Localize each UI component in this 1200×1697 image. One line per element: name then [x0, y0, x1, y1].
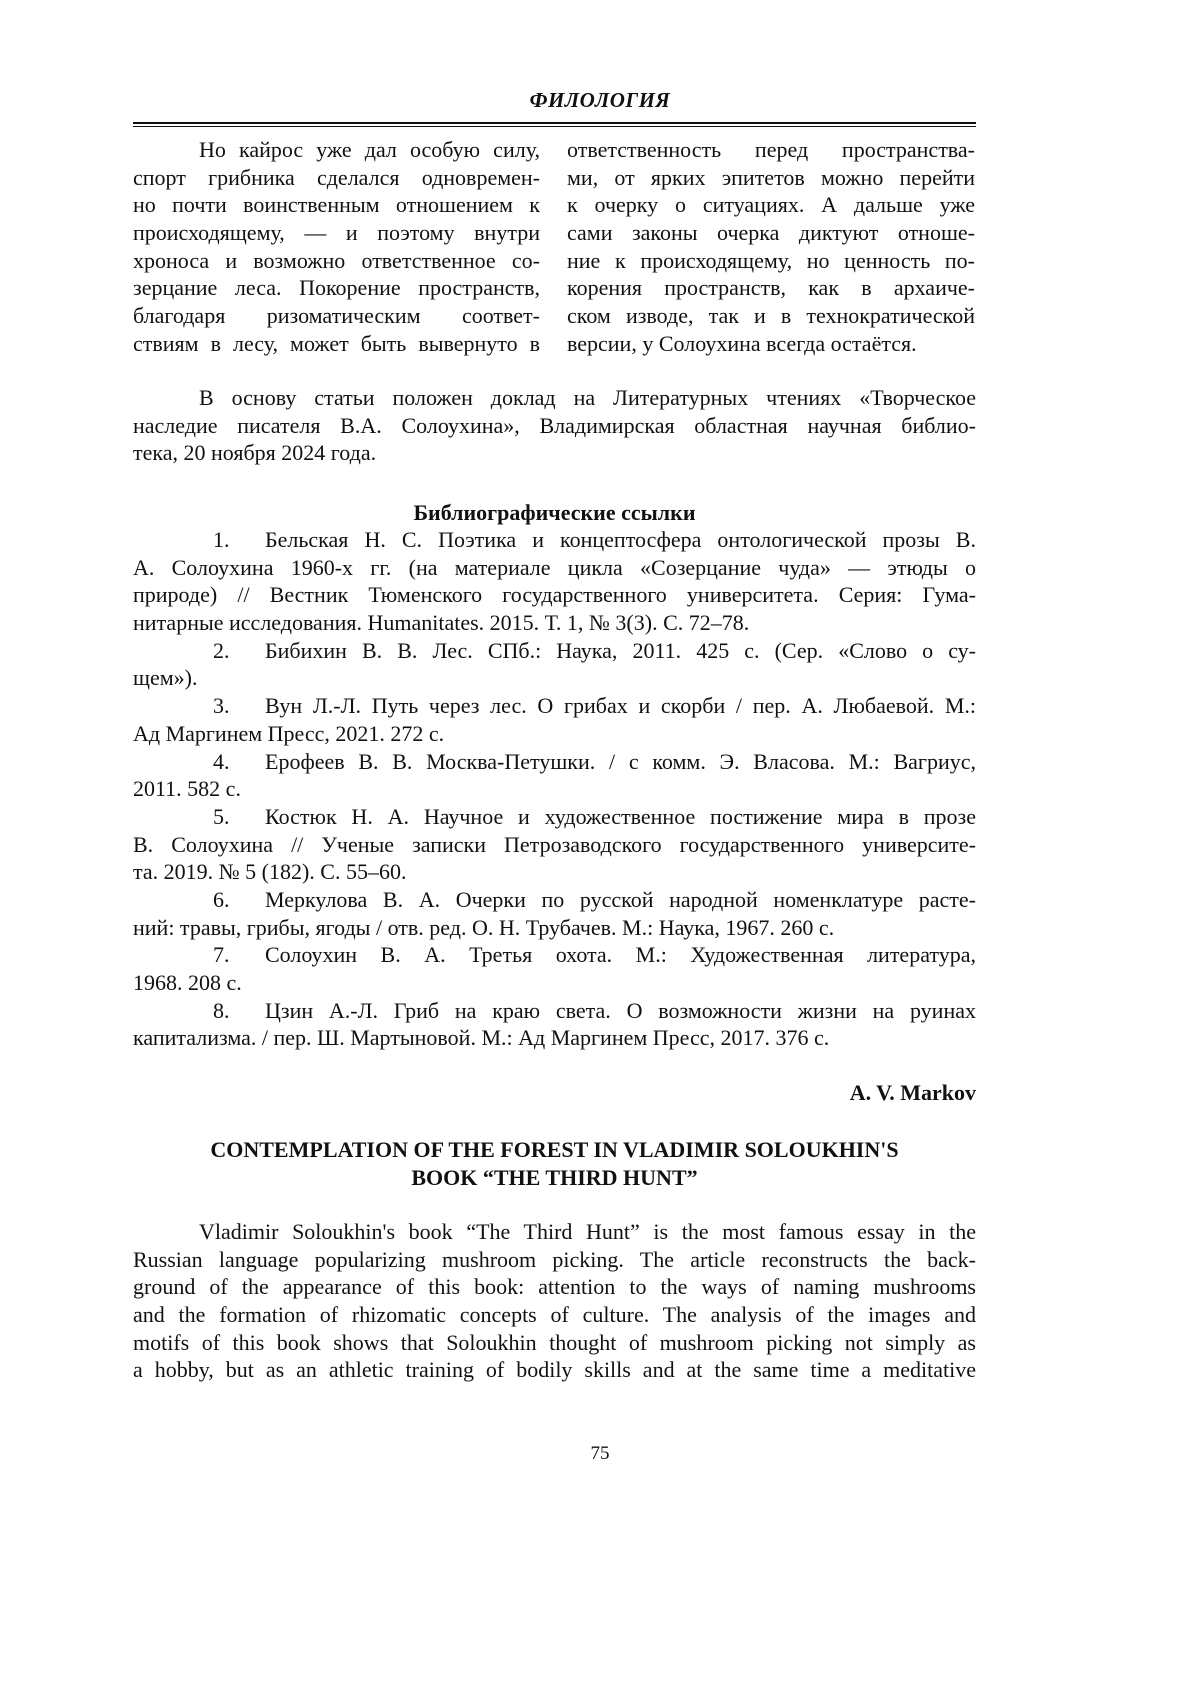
reference-number: 3. [133, 692, 265, 720]
reference-number: 6. [133, 886, 265, 914]
text-line: Но кайрос уже дал особую силу, [133, 136, 540, 164]
reference-number: 8. [133, 997, 265, 1025]
reference-number: 1. [133, 526, 265, 554]
text-line: тека, 20 ноября 2024 года. [133, 439, 976, 467]
reference-line [133, 526, 976, 554]
reference-line [133, 803, 976, 831]
text-line: зерцание леса. Покорение пространств, [133, 274, 540, 302]
article-title [133, 1136, 976, 1191]
header-rule-thick [133, 122, 976, 124]
text-line: a hobby, but as an athletic training of bodily skills and at the same time a meditative [133, 1356, 976, 1384]
text-line: Russian language popularizing mushroom picking. The article reconstructs the back- [133, 1246, 976, 1274]
section-header: ФИЛОЛОГИЯ [0, 88, 1200, 113]
reference-number: 5. [133, 803, 265, 831]
text-line: В основу статьи положен доклад на Литературных чтениях «Творческое [133, 384, 976, 412]
bibliography-item [133, 803, 976, 886]
text-line: Vladimir Soloukhin's book “The Third Hunt” is the most famous essay in the [133, 1218, 976, 1246]
reference-text: 1968. 208 с. [133, 969, 976, 997]
reference-text: В. Солоухина // Ученые записки Петрозаводского государственного университе- [133, 831, 976, 859]
reference-text: А. Солоухина 1960-х гг. (на материале цикла «Созерцание чуда» — этюды о [133, 554, 976, 582]
acknowledgement-note [133, 384, 976, 467]
reference-text: 2011. 582 с. [133, 775, 976, 803]
header-rule-thin [133, 126, 976, 127]
text-line: но почти воинственным отношением к [133, 191, 540, 219]
text-line: and the formation of rhizomatic concepts of culture. The analysis of the images and [133, 1301, 976, 1329]
text-line: ском изводе, так и в технократической [567, 302, 975, 330]
abstract [133, 1218, 976, 1384]
text-line: ми, от ярких эпитетов можно перейти [567, 164, 975, 192]
bibliography-item [133, 748, 976, 803]
text-line: motifs of this book shows that Soloukhin thought of mushroom picking not simply as [133, 1329, 976, 1357]
reference-text: та. 2019. № 5 (182). С. 55–60. [133, 858, 976, 886]
bibliography-item [133, 886, 976, 941]
reference-line [133, 637, 976, 665]
reference-line [133, 886, 976, 914]
reference-text: Солоухин В. А. Третья охота. М.: Художественная литература, [265, 941, 976, 969]
text-line: хроноса и возможно ответственное со- [133, 247, 540, 275]
bibliography-item [133, 941, 976, 996]
reference-number: 2. [133, 637, 265, 665]
text-line: ответственность перед пространства- [567, 136, 975, 164]
reference-text: Цзин А.-Л. Гриб на краю света. О возможности жизни на руинах [265, 997, 976, 1025]
bibliography-list [133, 526, 976, 1052]
bibliography-item [133, 637, 976, 692]
text-line: благодаря ризоматическим соответ- [133, 302, 540, 330]
text-line: BOOK “THE THIRD HUNT” [133, 1164, 976, 1192]
text-line: ground of the appearance of this book: attention to the ways of naming mushrooms [133, 1273, 976, 1301]
text-line: версии, у Солоухина всегда остаётся. [567, 330, 975, 358]
reference-number: 7. [133, 941, 265, 969]
reference-text: Ад Маргинем Пресс, 2021. 272 с. [133, 720, 976, 748]
reference-line [133, 692, 976, 720]
text-line: CONTEMPLATION OF THE FOREST IN VLADIMIR SOLOUKHIN'S [133, 1136, 976, 1164]
text-line: ние к происходящему, но ценность по- [567, 247, 975, 275]
right-column [567, 136, 975, 358]
reference-text: природе) // Вестник Тюменского государственного университета. Серия: Гума- [133, 581, 976, 609]
bibliography-item [133, 997, 976, 1052]
reference-text: Вун Л.-Л. Путь через лес. О грибах и скорби / пер. А. Любаевой. М.: [265, 692, 976, 720]
left-column [133, 136, 540, 358]
bibliography-item [133, 692, 976, 747]
reference-line [133, 748, 976, 776]
author-name: A. V. Markov [133, 1079, 976, 1107]
reference-text: нитарные исследования. Humanitates. 2015. Т. 1, № 3(3). С. 72–78. [133, 609, 976, 637]
reference-text: Бибихин В. В. Лес. СПб.: Наука, 2011. 425 с. (Сер. «Слово о су- [265, 637, 976, 665]
reference-number: 4. [133, 748, 265, 776]
reference-text: капитализма. / пер. Ш. Мартыновой. М.: Ад Маргинем Пресс, 2017. 376 с. [133, 1024, 976, 1052]
reference-text: Бельская Н. С. Поэтика и концептосфера онтологической прозы В. [265, 526, 976, 554]
reference-text: Костюк Н. А. Научное и художественное постижение мира в прозе [265, 803, 976, 831]
reference-line [133, 997, 976, 1025]
reference-text: Меркулова В. А. Очерки по русской народной номенклатуре расте- [265, 886, 976, 914]
text-line: сами законы очерка диктуют отноше- [567, 219, 975, 247]
reference-text: щем»). [133, 664, 976, 692]
reference-text: Ерофеев В. В. Москва-Петушки. / с комм. Э. Власова. М.: Вагриус, [265, 748, 976, 776]
text-line: спорт грибника сделался одновремен- [133, 164, 540, 192]
text-line: происходящему, — и поэтому внутри [133, 219, 540, 247]
text-line: ствиям в лесу, может быть вывернуто в [133, 330, 540, 358]
reference-text: ний: травы, грибы, ягоды / отв. ред. О. Н. Трубачев. М.: Наука, 1967. 260 с. [133, 914, 976, 942]
bibliography-heading: Библиографические ссылки [133, 499, 976, 527]
text-line: корения пространств, как в архаиче- [567, 274, 975, 302]
bibliography-item [133, 526, 976, 637]
reference-line [133, 941, 976, 969]
page-number: 75 [0, 1443, 1200, 1465]
text-line: наследие писателя В.А. Солоухина», Владимирская областная научная библио- [133, 412, 976, 440]
text-line: к очерку о ситуациях. А дальше уже [567, 191, 975, 219]
